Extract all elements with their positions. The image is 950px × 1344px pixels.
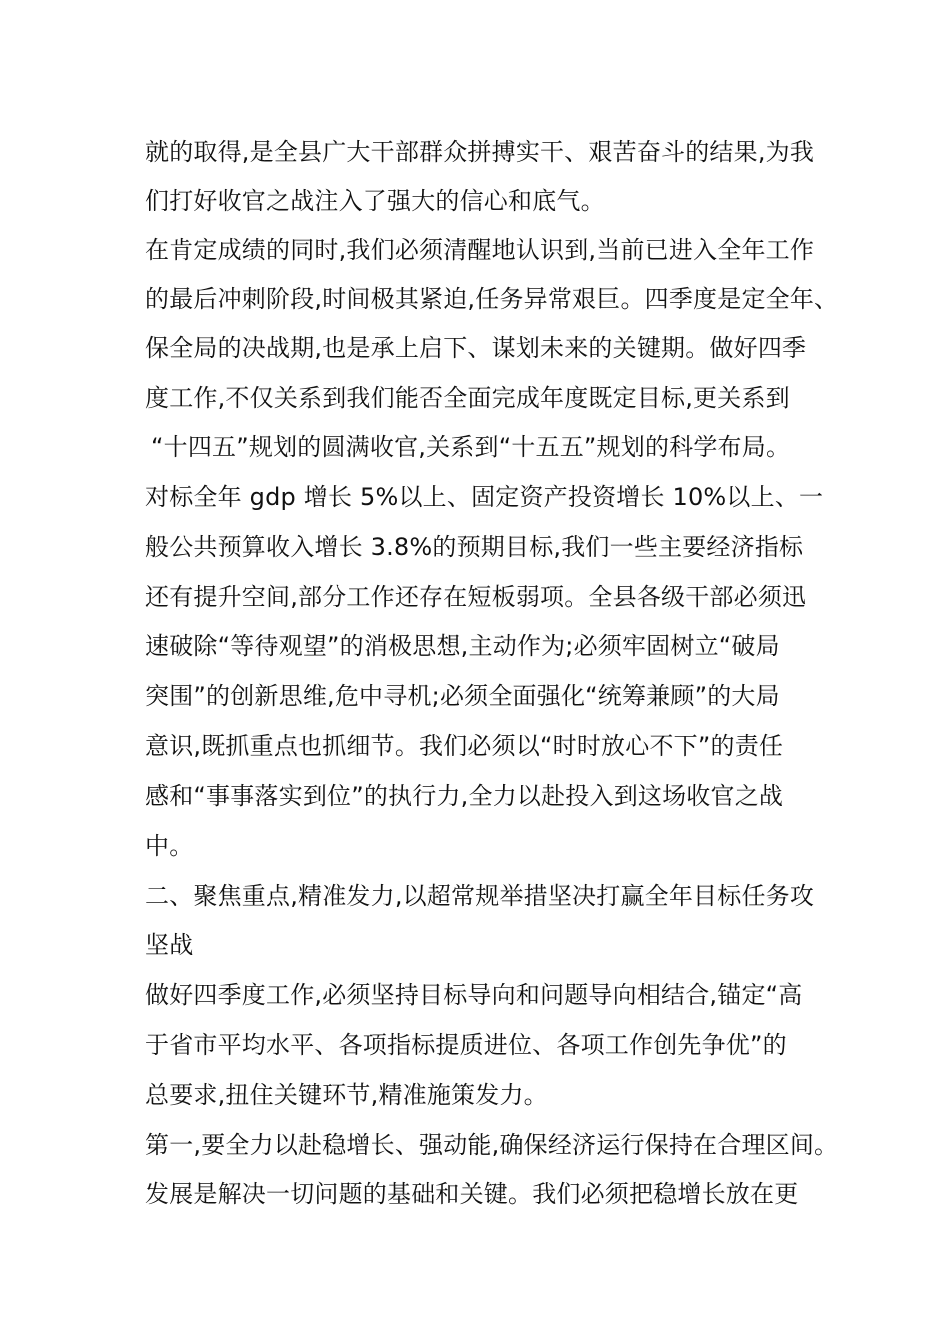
text-line-22: 发展是解决一切问题的基础和关键。我们必须把稳增长放在更 [145, 1180, 799, 1208]
text-line-18: 做好四季度工作,必须坚持目标导向和问题导向相结合,锚定“高 [145, 981, 803, 1009]
text-line-8: 对标全年 gdp 增长 5%以上、固定资产投资增长 10%以上、一 [145, 483, 824, 511]
text-line-19: 于省市平均水平、各项指标提质进位、各项工作创先争优”的 [145, 1031, 787, 1059]
text-line-2: 们打好收官之战注入了强大的信心和底气。 [145, 187, 605, 215]
text-line-15: 中。 [145, 832, 194, 860]
text-line-5: 保全局的决战期,也是承上启下、谋划未来的关键期。做好四季 [145, 334, 807, 362]
text-line-4: 的最后冲刺阶段,时间极其紧迫,任务异常艰巨。四季度是定全年、 [145, 285, 839, 313]
text-line-3: 在肯定成绩的同时,我们必须清醒地认识到,当前已进入全年工作 [145, 236, 815, 264]
text-line-11: 速破除“等待观望”的消极思想,主动作为;必须牢固树立“破局 [145, 632, 780, 660]
section-heading-line-1: 二、聚焦重点,精准发力,以超常规举措坚决打赢全年目标任务攻 [145, 882, 815, 910]
text-line-20: 总要求,扭住关键环节,精准施策发力。 [145, 1081, 548, 1109]
text-line-6: 度工作,不仅关系到我们能否全面完成年度既定目标,更关系到 [145, 384, 790, 412]
text-line-1: 就的取得,是全县广大干部群众拼搏实干、艰苦奋斗的结果,为我 [145, 138, 815, 166]
text-line-21: 第一,要全力以赴稳增长、强动能,确保经济运行保持在合理区间。 [145, 1131, 839, 1159]
text-line-12: 突围”的创新思维,危中寻机;必须全面强化“统筹兼顾”的大局 [145, 682, 780, 710]
text-line-7: “十四五”规划的圆满收官,关系到“十五五”规划的科学布局。 [151, 433, 791, 461]
text-line-10: 还有提升空间,部分工作还存在短板弱项。全县各级干部必须迅 [145, 583, 807, 611]
text-line-14: 感和“事事落实到位”的执行力,全力以赴投入到这场收官之战 [145, 782, 784, 810]
text-line-9: 般公共预算收入增长 3.8%的预期目标,我们一些主要经济指标 [145, 533, 804, 561]
text-line-13: 意识,既抓重点也抓细节。我们必须以“时时放心不下”的责任 [145, 732, 784, 760]
section-heading-line-2: 坚战 [145, 931, 194, 959]
